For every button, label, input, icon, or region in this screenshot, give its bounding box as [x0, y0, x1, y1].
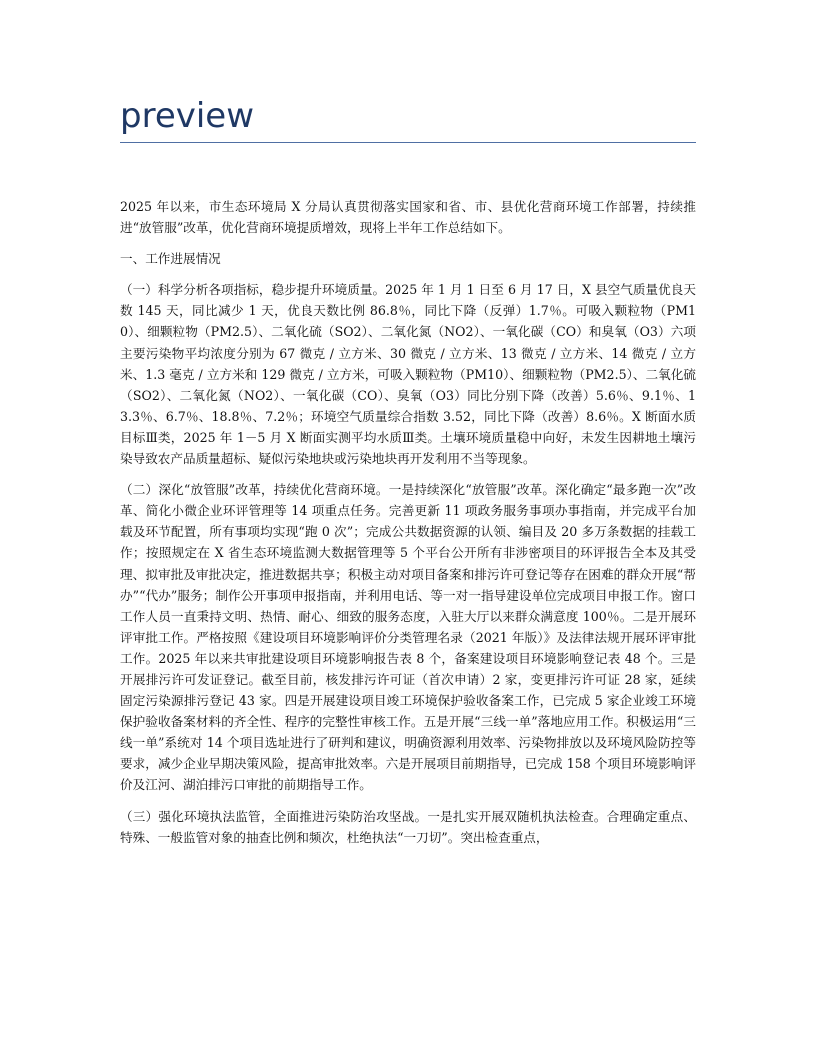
paragraph-enforcement: （三）强化环境执法监管，全面推进污染防治攻坚战。一是扎实开展双随机执法检查。合理确定重点、特殊、一般监管对象的抽查比例和频次，杜绝执法“一刀切”。突出检查重点，: [120, 808, 696, 845]
page-title: preview: [120, 96, 696, 143]
intro-paragraph: 2025 年以来，市生态环境局 X 分局认真贯彻落实国家和省、市、县优化营商环境工作部署，持续推进“放管服”改革，优化营商环境提质增效，现将上半年工作总结如下。: [120, 199, 696, 236]
section-heading: 一、工作进展情况: [120, 251, 221, 267]
document-body: [120, 196, 696, 858]
paragraph-business-environment: （二）深化“放管服”改革，持续优化营商环境。一是持续深化“放管服”改革。深化确定“最多跑一次”改革、简化小微企业环评管理等 14 项重点任务。完善更新 11 项政务服务事项办事指南，并完成平台加载及环节配置，所有事项均实现“跑 0 次”；完成公共数据资源的认领、编目及 20 多万条数据的挂载工作；按照规定在 X 省生态环境监测大数据管理等 5 个平台公开所有非涉密项目的环评报告全本及其受理、拟审批及审批决定，推进数据共享；积极主动对项目备案和排污许可登记等存在困难的群众开展“帮办”“代办”服务；制作公开事项申报指南，并利用电话、等一对一指导建设单位完成项目申报工作。窗口工作人员一直秉持文明、热情、耐心、细致的服务态度，入驻大厅以来群众满意度 100％。二是开展环评审批工作。严格按照《建设项目环境影响评价分类管理名录（2021 年版）》及法律法规开展环评审批工作。2025 年以来共审批建设项目环境影响报告表 8 个，备案建设项目环境影响登记表 48 个。三是开展排污许可发证登记。截至目前，核发排污许可证（首次申请）2 家，变更排污许可证 28 家，延续固定污染源排污登记 43 家。四是开展建设项目竣工环境保护验收备案工作，已完成 5 家企业竣工环境保护验收备案材料的齐全性、程序的完整性审核工作。五是开展“三线一单”落地应用工作。积极运用“三线一单”系统对 14 个项目选址进行了研判和建议，明确资源利用效率、污染物排放以及环境风险防控等要求，减少企业早期决策风险，提高审批效率。六是开展项目前期指导，已完成 158 个项目环境影响评价及江河、湖泊排污口审批的前期指导工作。: [120, 482, 696, 793]
paragraph-environment-quality: （一）科学分析各项指标，稳步提升环境质量。2025 年 1 月 1 日至 6 月 17 日，X 县空气质量优良天数 145 天，同比减少 1 天，优良天数比例 86.8％，同比下降（反弹）1.7％。可吸入颗粒物（PM10）、细颗粒物（PM2.5）、二氧化硫（SO2）、二氧化氮（NO2）、一氧化碳（CO）和臭氧（O3）六项主要污染物平均浓度分别为 67 微克 / 立方米、30 微克 / 立方米、13 微克 / 立方米、14 微克 / 立方米、1.3 毫克 / 立方米和 129 微克 / 立方米，可吸入颗粒物（PM10）、细颗粒物（PM2.5）、二氧化硫（SO2）、二氧化氮（NO2）、一氧化碳（CO）、臭氧（O3）同比分别下降（改善）5.6％、9.1％、13.3％、6.7％、18.8％、7.2％；环境空气质量综合指数 3.52，同比下降（改善）8.6％。X 断面水质目标Ⅲ类，2025 年 1－5 月 X 断面实测平均水质Ⅲ类。土壤环境质量稳中向好，未发生因耕地土壤污染导致农产品质量超标、疑似污染地块或污染地块再开发利用不当等现象。: [120, 282, 696, 467]
